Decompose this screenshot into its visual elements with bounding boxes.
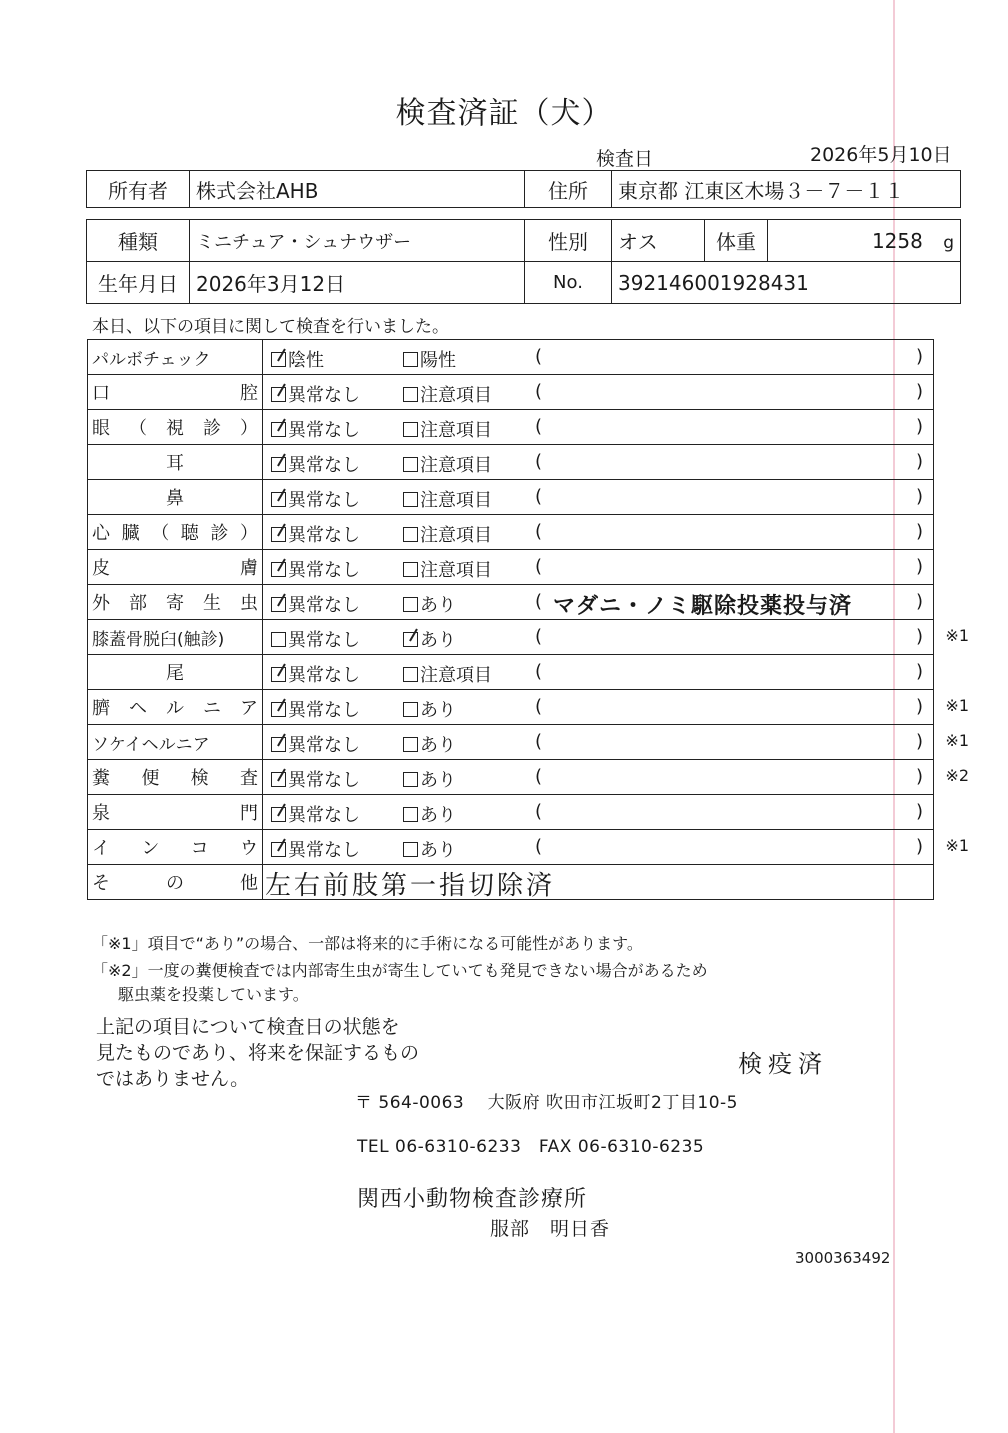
check-options-cell xyxy=(263,760,969,795)
checkbox-icon[interactable] xyxy=(403,597,418,612)
check-item-text: 鼻 xyxy=(166,488,184,509)
statement-line-1: 上記の項目について検査日の状態を xyxy=(96,1016,400,1038)
checked-checkbox-icon[interactable] xyxy=(271,562,286,577)
footnote-marker: ※1 xyxy=(945,836,969,855)
clinic-tel-fax: TEL 06-6310-6233 FAX 06-6310-6235 xyxy=(357,1137,705,1157)
microchip-value: 392146001928431 xyxy=(612,262,961,304)
pet-table xyxy=(86,219,961,304)
option-label: 注意項目 xyxy=(420,665,492,686)
detail-paren-open: ( xyxy=(535,766,543,787)
check-options-cell xyxy=(263,375,934,410)
option-normal[interactable] xyxy=(271,451,360,477)
checkbox-icon[interactable] xyxy=(403,737,418,752)
check-row xyxy=(88,375,934,410)
check-item-label xyxy=(88,830,263,865)
checked-checkbox-icon[interactable] xyxy=(271,597,286,612)
option-label: 注意項目 xyxy=(420,560,492,581)
statement-line-2: 見たものであり、将来を保証するもの xyxy=(96,1042,420,1064)
checkbox-icon[interactable] xyxy=(403,387,418,402)
detail-paren-close: ) xyxy=(915,696,923,717)
check-item-text: 皮 膚 xyxy=(92,558,258,579)
option-normal[interactable] xyxy=(271,696,360,722)
check-options-cell xyxy=(263,480,934,515)
check-options-cell xyxy=(263,410,934,445)
address-value: 東京都 江東区木場３－７－１１ xyxy=(612,171,961,208)
option-abnormal[interactable] xyxy=(403,766,456,792)
check-row xyxy=(88,340,934,375)
option-label: 異常なし xyxy=(288,385,360,406)
checked-checkbox-icon[interactable] xyxy=(271,807,286,822)
check-options-cell xyxy=(263,515,934,550)
microchip-label: No. xyxy=(525,262,612,304)
checkbox-icon[interactable] xyxy=(271,632,286,647)
option-label: 異常なし xyxy=(288,630,360,651)
checked-checkbox-icon[interactable] xyxy=(403,632,418,647)
check-item-label xyxy=(88,375,263,410)
dob-value: 2026年3月12日 xyxy=(190,262,525,304)
check-item-label xyxy=(88,760,263,795)
other-value-cell xyxy=(263,865,934,900)
intro-text: 本日、以下の項目に関して検査を行いました。 xyxy=(92,317,449,337)
option-abnormal[interactable] xyxy=(403,696,456,722)
detail-paren-close: ) xyxy=(915,381,923,402)
option-abnormal[interactable] xyxy=(403,346,456,372)
check-item-label xyxy=(88,515,263,550)
detail-paren-open: ( xyxy=(535,556,543,577)
detail-paren-close: ) xyxy=(915,346,923,367)
other-label: そ の 他 xyxy=(92,873,258,894)
doctor-name: 服部 明日香 xyxy=(490,1218,611,1240)
checkbox-icon[interactable] xyxy=(403,352,418,367)
option-normal[interactable] xyxy=(271,556,360,582)
exam-date-label: 検査日 xyxy=(596,148,654,170)
check-row xyxy=(88,830,934,865)
option-label: 異常なし xyxy=(288,770,360,791)
checked-checkbox-icon[interactable] xyxy=(271,492,286,507)
check-row xyxy=(88,690,934,725)
option-label: 異常なし xyxy=(288,840,360,861)
check-options-cell xyxy=(263,445,934,480)
checkbox-icon[interactable] xyxy=(403,422,418,437)
detail-paren-open: ( xyxy=(535,661,543,682)
check-item-label xyxy=(88,550,263,585)
owner-table xyxy=(86,170,961,208)
sex-value: オス xyxy=(612,220,705,262)
option-abnormal[interactable] xyxy=(403,591,456,617)
detail-paren-close: ) xyxy=(915,416,923,437)
detail-paren-close: ) xyxy=(915,451,923,472)
check-item-text: パルボチェック xyxy=(92,349,211,370)
address-label: 住所 xyxy=(525,171,612,208)
detail-paren-open: ( xyxy=(535,626,543,647)
footnote-marker: ※1 xyxy=(945,731,969,750)
other-handwritten: 左右前肢第一指切除済 xyxy=(265,871,556,901)
check-item-label xyxy=(88,795,263,830)
check-item-label xyxy=(88,690,263,725)
serial-number: 3000363492 xyxy=(795,1249,891,1267)
check-options-cell xyxy=(263,340,934,375)
check-row xyxy=(88,585,934,620)
check-options-cell xyxy=(263,795,934,830)
footnote-marker: ※1 xyxy=(945,626,969,645)
check-item-text: 膝蓋骨脱臼(触診) xyxy=(92,629,225,650)
check-item-text: ソケイヘルニア xyxy=(92,734,210,755)
check-item-text: 糞 便 検 査 xyxy=(92,768,258,789)
checked-checkbox-icon[interactable] xyxy=(271,667,286,682)
option-label: あり xyxy=(420,595,456,616)
check-item-text: 臍 ヘ ル ニ ア xyxy=(92,698,258,719)
option-label: あり xyxy=(420,700,456,721)
option-abnormal[interactable] xyxy=(403,486,492,512)
weight-cell xyxy=(768,220,961,262)
check-options-cell xyxy=(263,830,969,865)
footnote-2-cont: 駆虫薬を投薬しています。 xyxy=(118,985,309,1004)
detail-paren-close: ) xyxy=(915,556,923,577)
option-normal[interactable] xyxy=(271,416,360,442)
option-normal[interactable] xyxy=(271,836,360,862)
weight-label: 体重 xyxy=(705,220,768,262)
check-options-cell xyxy=(263,550,934,585)
option-label: 陽性 xyxy=(420,350,456,371)
option-label: 異常なし xyxy=(288,560,360,581)
check-item-text: 口 腔 xyxy=(92,383,258,404)
checked-checkbox-icon[interactable] xyxy=(271,422,286,437)
detail-paren-open: ( xyxy=(535,521,543,542)
weight-value: 1258 xyxy=(871,228,923,253)
check-item-text: 眼 （ 視 診 ） xyxy=(92,418,258,439)
option-label: 異常なし xyxy=(288,525,360,546)
document-title: 検査済証（犬） xyxy=(395,96,613,131)
checklist-table xyxy=(87,339,969,901)
option-normal[interactable] xyxy=(271,346,324,372)
weight-unit: g xyxy=(943,232,954,253)
option-label: 注意項目 xyxy=(420,490,492,511)
option-abnormal[interactable] xyxy=(403,451,492,477)
check-options-cell xyxy=(263,655,934,690)
option-abnormal[interactable] xyxy=(403,521,492,547)
dob-label: 生年月日 xyxy=(87,262,190,304)
option-label: 異常なし xyxy=(288,700,360,721)
detail-paren-close: ) xyxy=(915,486,923,507)
detail-paren-open: ( xyxy=(535,346,543,367)
owner-label: 所有者 xyxy=(87,171,190,208)
detail-paren-close: ) xyxy=(915,661,923,682)
detail-paren-open: ( xyxy=(535,591,543,612)
check-item-label xyxy=(88,655,263,690)
detail-paren-open: ( xyxy=(535,381,543,402)
option-label: 注意項目 xyxy=(420,455,492,476)
option-label: 異常なし xyxy=(288,595,360,616)
detail-paren-close: ) xyxy=(915,731,923,752)
option-label: 注意項目 xyxy=(420,420,492,441)
footnote-marker: ※2 xyxy=(945,766,969,785)
check-row xyxy=(88,725,934,760)
option-normal[interactable] xyxy=(271,661,360,687)
option-abnormal[interactable] xyxy=(403,556,492,582)
checked-checkbox-icon[interactable] xyxy=(271,737,286,752)
check-row xyxy=(88,655,934,690)
option-abnormal[interactable] xyxy=(403,801,456,827)
clinic-address: 〒 564-0063 大阪府 吹田市江坂町2丁目10-5 xyxy=(355,1093,738,1113)
checkbox-icon[interactable] xyxy=(403,667,418,682)
option-normal[interactable] xyxy=(271,731,360,757)
check-item-text: 外 部 寄 生 虫 xyxy=(92,593,258,614)
check-options-cell xyxy=(263,585,934,620)
check-row xyxy=(88,445,934,480)
option-label: 異常なし xyxy=(288,455,360,476)
check-row xyxy=(88,795,934,830)
checked-checkbox-icon[interactable] xyxy=(271,842,286,857)
option-label: 異常なし xyxy=(288,735,360,756)
check-item-text: 心 臓 （ 聴 診 ） xyxy=(92,523,258,544)
check-options-cell xyxy=(263,725,969,760)
statement-line-3: ではありません。 xyxy=(96,1068,250,1090)
checkbox-icon[interactable] xyxy=(403,842,418,857)
checkbox-icon[interactable] xyxy=(403,492,418,507)
option-normal[interactable] xyxy=(271,766,360,792)
footnote-marker: ※1 xyxy=(945,696,969,715)
check-item-text: 泉 門 xyxy=(92,803,258,824)
detail-paren-open: ( xyxy=(535,696,543,717)
check-item-label xyxy=(88,340,263,375)
checked-checkbox-icon[interactable] xyxy=(271,702,286,717)
check-row xyxy=(88,760,934,795)
breed-label: 種類 xyxy=(87,220,190,262)
detail-paren-open: ( xyxy=(535,486,543,507)
option-abnormal[interactable] xyxy=(403,381,492,407)
owner-value: 株式会社AHB xyxy=(190,171,525,208)
clinic-name: 関西小動物検査診療所 xyxy=(357,1187,588,1212)
quarantine-stamp: 検疫済 xyxy=(738,1050,828,1078)
check-options-cell xyxy=(263,690,969,725)
checked-checkbox-icon[interactable] xyxy=(271,772,286,787)
exam-date-value: 2026年5月10日 xyxy=(810,144,952,166)
option-normal[interactable] xyxy=(271,591,360,617)
footnote-1: 「※1」項目で“あり”の場合、一部は将来的に手術になる可能性があります。 xyxy=(92,934,643,953)
option-label: 異常なし xyxy=(288,805,360,826)
detail-paren-open: ( xyxy=(535,451,543,472)
option-normal[interactable] xyxy=(271,381,360,407)
check-item-text: 尾 xyxy=(166,663,184,684)
checked-checkbox-icon[interactable] xyxy=(271,387,286,402)
option-abnormal[interactable] xyxy=(403,626,456,652)
option-abnormal[interactable] xyxy=(403,416,492,442)
detail-paren-open: ( xyxy=(535,416,543,437)
check-row xyxy=(88,480,934,515)
check-item-label xyxy=(88,410,263,445)
checked-checkbox-icon[interactable] xyxy=(271,352,286,367)
option-label: 異常なし xyxy=(288,490,360,511)
option-abnormal[interactable] xyxy=(403,836,456,862)
checkbox-icon[interactable] xyxy=(403,527,418,542)
checkbox-icon[interactable] xyxy=(403,457,418,472)
check-row xyxy=(88,620,934,655)
other-row xyxy=(88,865,934,900)
option-abnormal[interactable] xyxy=(403,731,456,757)
check-row xyxy=(88,550,934,585)
option-abnormal[interactable] xyxy=(403,661,492,687)
check-item-label xyxy=(88,725,263,760)
check-row xyxy=(88,410,934,445)
check-item-label xyxy=(88,620,263,655)
check-row xyxy=(88,515,934,550)
option-normal[interactable] xyxy=(271,521,360,547)
check-item-label xyxy=(88,585,263,620)
checked-checkbox-icon[interactable] xyxy=(271,527,286,542)
option-label: 異常なし xyxy=(288,665,360,686)
option-label: あり xyxy=(420,735,456,756)
checkbox-icon[interactable] xyxy=(403,702,418,717)
breed-value: ミニチュア・シュナウザー xyxy=(190,220,525,262)
check-item-label xyxy=(88,480,263,515)
checkbox-icon[interactable] xyxy=(403,807,418,822)
option-label: あり xyxy=(420,770,456,791)
option-label: 異常なし xyxy=(288,420,360,441)
option-label: あり xyxy=(420,805,456,826)
detail-paren-close: ) xyxy=(915,626,923,647)
option-normal[interactable] xyxy=(271,801,360,827)
option-normal[interactable] xyxy=(271,626,360,652)
detail-paren-close: ) xyxy=(915,801,923,822)
option-label: 注意項目 xyxy=(420,385,492,406)
option-label: あり xyxy=(420,630,456,651)
detail-paren-open: ( xyxy=(535,836,543,857)
check-options-cell xyxy=(263,620,969,655)
check-item-text: 耳 xyxy=(166,453,184,474)
checkbox-icon[interactable] xyxy=(403,562,418,577)
checked-checkbox-icon[interactable] xyxy=(271,457,286,472)
detail-text: マダニ・ノミ駆除投薬投与済 xyxy=(553,594,853,619)
check-item-text: イ ン コ ウ xyxy=(92,838,258,859)
detail-paren-close: ) xyxy=(915,591,923,612)
detail-paren-close: ) xyxy=(915,836,923,857)
checkbox-icon[interactable] xyxy=(403,772,418,787)
footnote-2: 「※2」一度の糞便検査では内部寄生虫が寄生していても発見できない場合があるため xyxy=(92,961,708,980)
detail-paren-close: ) xyxy=(915,766,923,787)
option-label: 注意項目 xyxy=(420,525,492,546)
detail-paren-close: ) xyxy=(915,521,923,542)
other-label-cell xyxy=(88,865,263,900)
option-label: あり xyxy=(420,840,456,861)
detail-paren-open: ( xyxy=(535,731,543,752)
option-normal[interactable] xyxy=(271,486,360,512)
detail-paren-open: ( xyxy=(535,801,543,822)
sex-label: 性別 xyxy=(525,220,612,262)
option-label: 陰性 xyxy=(288,350,324,371)
check-item-label xyxy=(88,445,263,480)
